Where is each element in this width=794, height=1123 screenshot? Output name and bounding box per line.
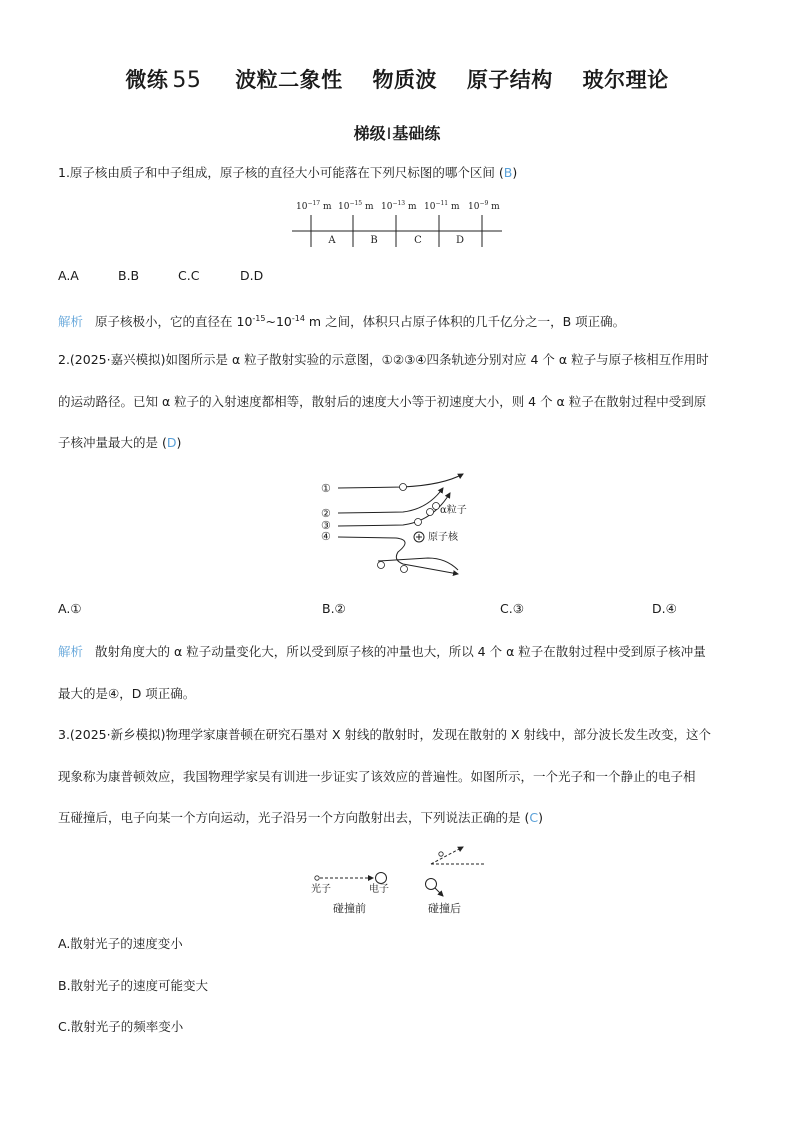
level-heading: [0, 121, 794, 144]
title-part-1: 波粒二象性: [235, 68, 343, 92]
alpha-particle: [427, 509, 434, 516]
q2-analysis-line-2: 最大的是④，D 项正确。: [58, 686, 196, 701]
photon-path-after: [431, 847, 463, 864]
electron-after: [426, 879, 437, 890]
track-label-3: ③: [321, 519, 331, 532]
q2-analysis-line-1: 解析 散射角度大的 α 粒子动量变化大，所以受到原子核的冲量也大，所以 4 个 α 粒子在散射过程中受到原子核冲量: [58, 644, 706, 659]
q3-compton-figure: [300, 842, 500, 918]
q1-analysis: 解析 原子核极小，它的直径在 $10^{-15}\sim 10^{-14}$ m 之间，体积只占原子体积的几千亿分之一，B 项正确。: [58, 314, 626, 330]
zone-b: B: [370, 235, 378, 246]
q3-stem-line-2: 现象称为康普顿效应，我国物理学家吴有训进一步证实了该效应的普遍性。如图所示，一个光子和一个静止的电子相: [58, 769, 696, 784]
electron-path-after: [435, 888, 443, 896]
title-part-4: 玻尔理论: [582, 68, 669, 92]
q3-option-a: A.散射光子的速度变小: [58, 936, 183, 951]
scale-tick-label-4: $10^{-11}$ m: [424, 200, 460, 212]
scale-tick-label-2: $10^{-15}$ m: [338, 200, 374, 212]
track-lower: [378, 558, 458, 570]
level-b: 基础练: [392, 124, 441, 143]
q2-option-c: C.③: [500, 601, 524, 616]
electron-before: [376, 873, 387, 884]
alpha-particle: [415, 519, 422, 526]
alpha-particle: [401, 566, 408, 573]
after-label: 碰撞后: [428, 902, 461, 915]
q3-option-c: C.散射光子的频率变小: [58, 1019, 184, 1034]
photon-label: 光子: [311, 884, 331, 895]
q2-option-a: A.①: [58, 601, 82, 616]
q2-stem-line-3: 子核冲量最大的是 (D): [58, 435, 182, 450]
q2-scattering-figure: [318, 466, 478, 582]
before-label: 碰撞前: [333, 902, 366, 915]
q3-stem-line-3: 互碰撞后，电子向某一个方向运动，光子沿另一个方向散射出去，下列说法正确的是 (C): [58, 810, 543, 825]
page-title: [0, 64, 794, 94]
q2-option-b: B.②: [322, 601, 346, 616]
q1-option-a: A.A: [58, 268, 79, 283]
q1-answer: B: [503, 165, 513, 180]
q1-option-b: B.B: [118, 268, 140, 283]
title-part-3: 原子结构: [466, 68, 553, 92]
track-3: [338, 493, 450, 526]
photon-after: [439, 852, 443, 856]
level-separator: Ⅰ: [386, 124, 392, 143]
electron-label: 电子: [369, 884, 389, 895]
q1-stem: 1.原子核由质子和中子组成，原子核的直径大小可能落在下列尺标图的哪个区间 (B): [58, 165, 518, 180]
q3-answer: C: [529, 810, 539, 825]
q1-scale-figure: [288, 195, 508, 255]
zone-a: A: [328, 235, 336, 246]
alpha-label: α粒子: [440, 505, 467, 516]
track-label-1: ①: [321, 482, 331, 495]
q2-stem-line-1: 2.(2025·嘉兴模拟)如图所示是 α 粒子散射实验的示意图，①②③④四条轨迹分别对应 4 个 α 粒子与原子核相互作用时: [58, 352, 709, 367]
title-part-2: 物质波: [372, 68, 437, 92]
level-a: 梯级: [353, 124, 386, 143]
track-label-4: ④: [321, 530, 331, 543]
title-number: 55: [172, 68, 202, 93]
q3-stem-line-1: 3.(2025·新乡模拟)物理学家康普顿在研究石墨对 X 射线的散射时，发现在散射的 X 射线中，部分波长发生改变，这个: [58, 727, 711, 742]
alpha-particle: [378, 562, 385, 569]
alpha-particle: [433, 503, 440, 510]
q3-option-b: B.散射光子的速度可能变大: [58, 978, 209, 993]
q2-option-d: D.④: [652, 601, 677, 616]
title-prefix: 微练: [125, 68, 169, 92]
q1-option-c: C.C: [178, 268, 200, 283]
zone-d: D: [455, 235, 465, 246]
analysis-label: 解析: [58, 644, 84, 659]
nucleus-label: 原子核: [428, 532, 458, 543]
scale-tick-label-1: $10^{-17}$ m: [296, 200, 332, 212]
scale-tick-label-3: $10^{-13}$ m: [381, 200, 417, 212]
photon-before: [315, 876, 319, 880]
analysis-label: 解析: [58, 314, 84, 330]
track-label-2: ②: [321, 507, 331, 520]
q2-answer: D: [166, 435, 177, 450]
q2-stem-line-2: 的运动路径。已知 α 粒子的入射速度都相等，散射后的速度大小等于初速度大小，则 4 个 α 粒子在散射过程中受到原: [58, 394, 707, 409]
q1-option-d: D.D: [240, 268, 264, 283]
scale-tick-label-5: $10^{-9}$ m: [468, 200, 500, 212]
alpha-particle: [400, 484, 407, 491]
zone-c: C: [414, 235, 422, 246]
